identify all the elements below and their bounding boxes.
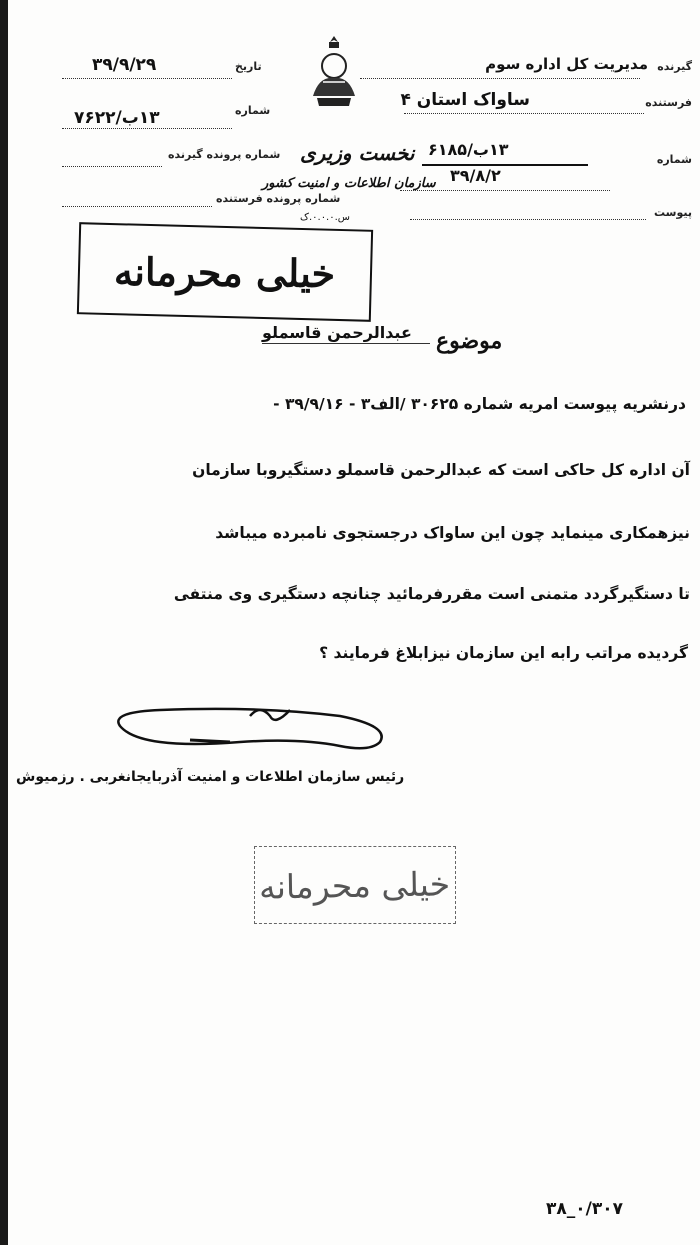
scan-edge	[0, 0, 8, 1245]
sender-label: فرستنده	[645, 96, 692, 109]
receiver-file-label: شماره پرونده گیرنده	[168, 148, 281, 161]
archive-code: ۰/۳۰۷_۳۸	[546, 1199, 623, 1219]
number-dotted-line	[400, 190, 610, 191]
subject-label: موضوع	[436, 328, 503, 354]
ministry-name: نخست وزیری	[300, 141, 415, 165]
classification-stamp-bottom: خیلی محرمانه	[254, 846, 456, 924]
organization-name: سازمان اطلاعات و امنیت کشور	[262, 176, 436, 191]
handwritten-signature	[100, 696, 400, 758]
body-line-4: تا دستگیرگردد متمنی است مقررفرمائید چنانچه دستگیری وی منتفی	[173, 585, 690, 603]
date-label: تاریخ	[235, 60, 262, 73]
ministry-code: س.۰.۰.۰.ک	[300, 212, 351, 223]
sender-dotted-line	[404, 113, 644, 114]
sender-file-dotted-line	[62, 206, 212, 207]
ref-number-dotted-line	[62, 128, 232, 129]
attachment-dotted-line	[410, 219, 646, 220]
lion-and-sun-emblem-icon	[305, 32, 363, 114]
body-line-3: نیزهمکاری مینماید چون این ساواک درجستجوی نامبرده میباشد	[215, 524, 690, 542]
body-line-5: گردیده مراتب رابه این سازمان نیزابلاغ فرمایند ؟	[319, 644, 688, 662]
date-value: ۳۹/۹/۲۹	[92, 55, 157, 75]
signatory-title: رئیس سازمان اطلاعات و امنیت آذربایجانغربی . رزمیوش	[16, 769, 405, 785]
body-line-1: درنشریه پیوست امریه شماره ۳۰۶۲۵ /الف۳ - ۳۹/۹/۱۶ -	[273, 395, 686, 413]
sender-value: ساواک استان ۴	[400, 90, 530, 110]
body-line-2: آن اداره کل حاکی است که عبدالرحمن قاسملو دستگیروبا سازمان	[192, 461, 690, 479]
recipient-value: مدیریت کل اداره سوم	[485, 55, 648, 73]
classification-stamp-top: خیلی محرمانه	[77, 222, 373, 322]
ref-number-label: شماره	[235, 104, 271, 117]
number-line1: ۱۳ب/۶۱۸۵	[428, 140, 509, 159]
sender-file-label: شماره پرونده فرستنده	[216, 192, 341, 205]
recipient-label: گیرنده	[657, 60, 692, 73]
number-line2: ۳۹/۸/۲	[450, 166, 501, 185]
recipient-dotted-line	[360, 78, 640, 79]
ref-number-value: ۱۳ب/۷۶۲۲	[74, 108, 160, 128]
attachment-label: پیوست	[654, 206, 692, 219]
number-label: شماره	[656, 153, 692, 166]
number-divider	[422, 164, 588, 166]
date-dotted-line	[62, 78, 232, 79]
subject-underline	[262, 343, 430, 344]
subject-value: عبدالرحمن قاسملو	[262, 323, 412, 342]
receiver-file-dotted-line	[62, 166, 162, 167]
